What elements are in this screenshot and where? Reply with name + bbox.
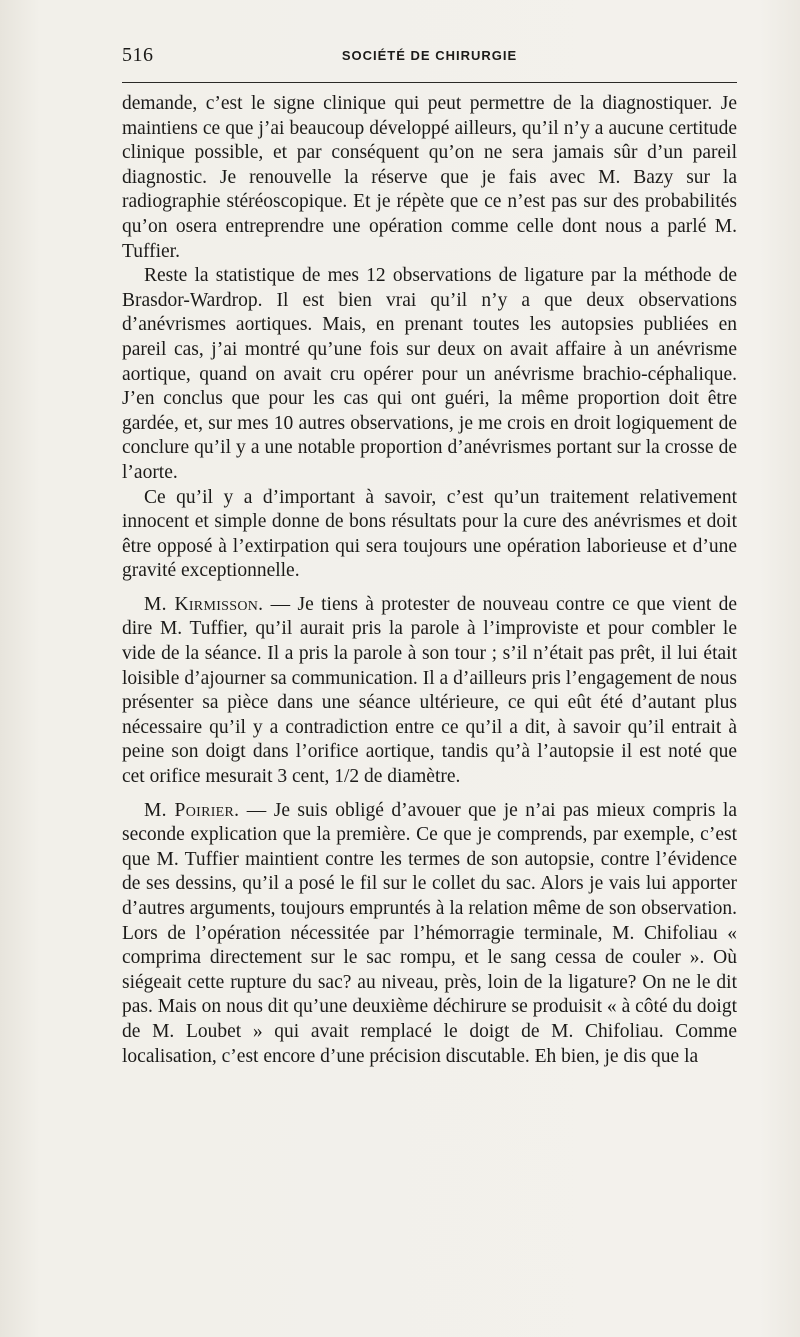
speaker-text: — Je suis obligé d’avouer que je n’ai pas mieux compris la seconde explication que la première. Ce que je comprends, par exemple, c’est que M. Tuffier maintient contre les termes de son autopsie, contre l’évidence de ses dessins, qu’il a posé le fil sur le collet du sac. Alors je vais lui apporter d’autres arguments, toujours empruntés à la relation même de son observation. Lors de l’opération nécessitée par l’hémorragie terminale, M. Chifoliau « comprima directement sur le sac rompu, et le sang cessa de couler ». Où siégeait cette rupture du sac? au niveau, près, loin de la ligature? On ne le dit pas. Mais on nous dit qu’une deuxième déchirure se produisit « à côté du doigt de M. Loubet » qui avait remplacé le doigt de M. Chifoliau. Comme localisation, c’est encore d’une précision discutable. Eh bien, je dis que la bbox=[122, 799, 737, 1067]
speaker-text: — Je tiens à protester de nouveau contre ce que vient de dire M. Tuffier, qu’il aurait pris la parole à l’improviste et pour combler le vide de la séance. Il a pris la parole à son tour ; s’il n’était pas prêt, il lui était loisible d’ajourner sa communication. Il a d’ailleurs pris l’engagement de nous présenter sa pièce dans une séance ultérieure, ce qui eût été d’autant plus nécessaire qu’il y a contradiction entre ce qu’il a dit, à savoir qu’il entrait à peine son doigt dans l’orifice aortique, tandis qu’à l’autopsie il est noté que cet orifice mesurait 3 cent, 1/2 de diamètre. bbox=[122, 593, 737, 788]
paragraph-poirier bbox=[122, 799, 737, 1070]
paragraph-continuation: demande, c’est le signe clinique qui peut permettre de la diagnostiquer. Je maintiens ce que j’ai beaucoup développé ailleurs, qu’il n’y a aucune certitude clinique possible, et par conséquent qu’on ne sera jamais sûr d’un pareil diagnostic. Je renouvelle la réserve que je fais avec M. Bazy sur la radiographie stéréoscopique. Et je répète que ce n’est pas sur des probabilités qu’on osera entreprendre une opération comme celle dont nous a parlé M. Tuffier. bbox=[122, 93, 737, 262]
paragraph-statistique: Reste la statistique de mes 12 observations de ligature par la méthode de Brasdor-Wardrop. Il est bien vrai qu’il n’y a que deux observations d’anévrismes aortiques. Mais, en prenant toutes les autopsies publiées en pareil cas, j’ai montré qu’une fois sur deux on avait affaire à un anévrisme aortique, quand on avait cru opérer pour un anévrisme brachio-céphalique. J’en conclus que pour les cas qui ont guéri, la même proportion doit être gardée, et, sur mes 10 autres observations, je me crois en droit logiquement de conclure qu’il y a une notable proportion d’anévrismes portant sur la crosse de l’aorte. bbox=[122, 265, 737, 483]
speaker-name: M. Kirmisson. bbox=[144, 593, 264, 615]
paragraph-kirmisson bbox=[122, 593, 737, 790]
paragraph-traitement: Ce qu’il y a d’important à savoir, c’est qu’un traitement relativement innocent et simple donne de bons résultats pour la cure des anévrismes et doit être opposé à l’extirpation qui sera toujours une opération laborieuse et d’une gravité exceptionnelle. bbox=[122, 486, 737, 582]
speaker-name: M. Poirier. bbox=[144, 799, 240, 821]
page-header bbox=[122, 40, 737, 72]
header-rule bbox=[122, 82, 737, 83]
running-head: SOCIÉTÉ DE CHIRURGIE bbox=[341, 48, 518, 63]
body-text bbox=[122, 92, 737, 1069]
page-number: 516 bbox=[122, 44, 154, 66]
